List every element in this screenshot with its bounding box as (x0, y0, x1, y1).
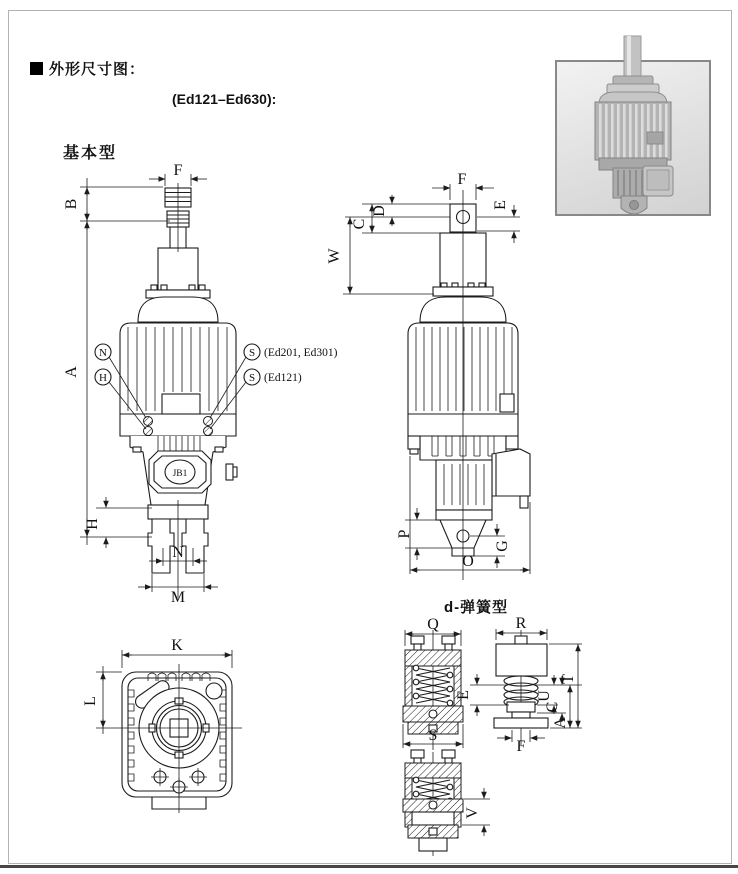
product-photo (555, 60, 711, 216)
dim-label-spring-r: R (515, 615, 527, 632)
model-range-subtitle: (Ed121–Ed630): (172, 91, 277, 107)
dim-label-spring-e: E (455, 690, 472, 700)
callout-s-lower: S (248, 372, 256, 384)
top-view-drawing (82, 637, 242, 813)
dim-label-front-b: B (63, 198, 80, 210)
callout-n: N (99, 347, 107, 359)
dim-label-front-a: A (63, 366, 80, 378)
dim-label-side-w: W (326, 248, 343, 264)
dim-label-side-e: E (492, 200, 509, 210)
dim-label-side-f: F (457, 171, 467, 188)
dim-label-spring-t: T (560, 674, 577, 684)
dim-label-spring-f: F (516, 738, 526, 755)
dim-label-spring-c: C (544, 701, 561, 713)
dim-label-front-n: N (172, 544, 184, 561)
dim-label-side-d: D (371, 205, 388, 217)
dim-label-top-l: L (82, 696, 99, 706)
side-view-drawing (326, 171, 530, 580)
spring-view-v-drawing (403, 750, 490, 856)
brand-badge-text: JB1 (172, 469, 188, 479)
dim-label-front-f: F (173, 162, 183, 179)
dim-label-spring-q: Q (427, 616, 439, 633)
basic-type-label: 基本型 (63, 145, 118, 162)
dim-label-spring-a: A (552, 717, 569, 729)
dim-label-side-p: P (396, 529, 413, 539)
dim-label-side-o: O (462, 553, 474, 570)
callout-s-upper-note: (Ed201, Ed301) (264, 347, 338, 359)
spring-view-q-drawing (403, 616, 463, 750)
dim-label-spring-v: V (464, 807, 481, 819)
dim-label-front-h: H (84, 518, 101, 530)
spring-view-r-drawing (455, 615, 582, 755)
callout-s-upper: S (248, 347, 256, 359)
front-view-drawing (63, 162, 338, 606)
dim-label-side-c: C (351, 218, 368, 230)
dim-label-side-g: G (494, 540, 511, 552)
thruster-photo-illustration (555, 36, 711, 216)
dim-label-front-m: M (170, 589, 186, 606)
dim-label-spring-s: S (428, 727, 438, 744)
callout-h: H (99, 372, 107, 384)
page-title: 外形尺寸图： (49, 61, 146, 78)
dim-label-spring-u: U (536, 690, 553, 702)
callout-s-lower-note: (Ed121) (264, 372, 302, 384)
dim-label-top-k: K (171, 637, 183, 654)
spring-type-label: d-弹簧型 (444, 599, 509, 616)
